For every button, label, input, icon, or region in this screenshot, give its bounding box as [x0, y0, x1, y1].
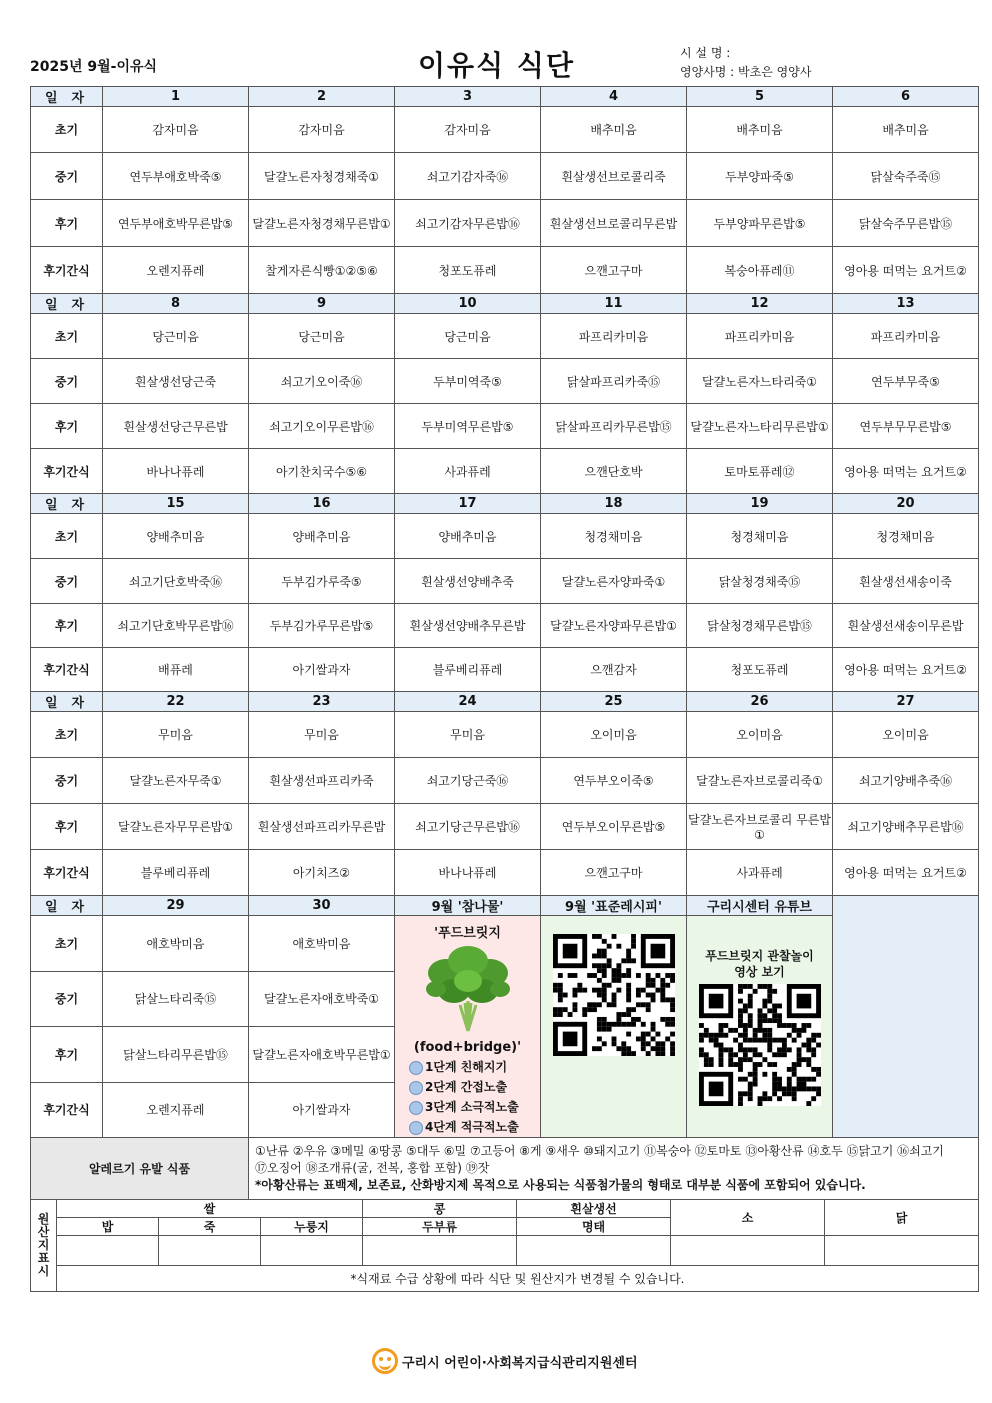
row-label-late: 후기 [31, 604, 103, 648]
menu-cell: 배추미음 [833, 107, 979, 153]
menu-cell: 흰살생선당근무른밥 [103, 404, 249, 449]
day-number: 25 [541, 692, 687, 712]
row-label-snack: 후기간식 [31, 1082, 103, 1138]
menu-cell: 파프리카미음 [541, 314, 687, 359]
late-row [31, 404, 979, 449]
origin-chicken-header: 닭 [825, 1200, 979, 1236]
row-label-late: 후기 [31, 404, 103, 449]
row-label-middle: 중기 [31, 359, 103, 404]
row-label-late: 후기 [31, 200, 103, 247]
row-label-late: 후기 [31, 804, 103, 850]
menu-cell: 배추미음 [687, 107, 833, 153]
standard-recipe-header: 9월 '표준레시피' [541, 896, 687, 916]
menu-cell: 두부김가루무른밥⑤ [249, 604, 395, 648]
early-row [31, 514, 979, 559]
menu-cell: 쇠고기단호박죽⑯ [103, 559, 249, 604]
day-number: 2 [249, 87, 395, 107]
origin-sub-juk: 죽 [159, 1218, 261, 1236]
origin-beef-header: 소 [671, 1200, 825, 1236]
row-label-early: 초기 [31, 107, 103, 153]
allergy-label: 알레르기 유발 식품 [31, 1138, 249, 1200]
menu-cell: 으깬고구마 [541, 247, 687, 294]
day-number: 19 [687, 494, 833, 514]
row-label-early: 초기 [31, 314, 103, 359]
row-label-early: 초기 [31, 916, 103, 972]
menu-cell: 청경채미음 [541, 514, 687, 559]
allergy-list: ①난류 ②우유 ③메밀 ④땅콩 ⑤대두 ⑥밀 ⑦고등어 ⑧게 ⑨새우 ⑩돼지고기 ⑪복숭아 ⑫토마토 ⑬아황산류 ⑭호두 ⑮닭고기 ⑯쇠고기 ⑰오징어 ⑱조개류(굴, 전복, 홍합 포함) ⑲잣 *아황산류는 표백제, 보존료, 산화방지제 목적으로 사용되는 식품첨가물의 형태로 대부분 식품에 포함되어 있습니다. [249, 1138, 979, 1200]
row-label-early: 초기 [31, 712, 103, 758]
day-label: 일자 [31, 87, 103, 107]
chamnamul-illustration-icon [418, 943, 518, 1033]
menu-cell: 두부미역무른밥⑤ [395, 404, 541, 449]
day-number: 17 [395, 494, 541, 514]
menu-cell: 찰게자른식빵①②⑤⑥ [249, 247, 395, 294]
menu-cell: 양배추미음 [249, 514, 395, 559]
menu-cell: 양배추미음 [395, 514, 541, 559]
menu-cell: 흰살생선파프리카죽 [249, 758, 395, 804]
menu-cell: 흰살생선브로콜리무른밥 [541, 200, 687, 247]
day-number: 18 [541, 494, 687, 514]
origin-sub-bap: 밥 [57, 1218, 159, 1236]
menu-subtitle: 2025년 9월-이유식 [30, 59, 158, 75]
menu-cell: 아기쌀과자 [249, 648, 395, 692]
menu-cell: 달걀노른자청경채무른밥① [249, 200, 395, 247]
snack-row [31, 247, 979, 294]
menu-cell: 무미음 [395, 712, 541, 758]
menu-cell: 감자미음 [395, 107, 541, 153]
menu-cell: 청포도퓨레 [395, 247, 541, 294]
day-number: 30 [249, 896, 395, 916]
menu-cell: 두부미역죽⑤ [395, 359, 541, 404]
day-number: 20 [833, 494, 979, 514]
menu-cell: 달걀노른자청경채죽① [249, 153, 395, 200]
menu-cell: 오이미음 [541, 712, 687, 758]
origin-value-cell [517, 1236, 671, 1266]
dietitian-name: 영양사명 : 박초은 영양사 [680, 65, 812, 79]
origin-label: 원 산 지 표 시 [31, 1200, 57, 1292]
menu-cell: 달걀노른자무죽① [103, 758, 249, 804]
row-label-snack: 후기간식 [31, 247, 103, 294]
menu-cell: 쇠고기당근죽⑯ [395, 758, 541, 804]
menu-cell: 사과퓨레 [395, 449, 541, 494]
youtube-qr-code-icon[interactable] [699, 984, 821, 1106]
facility-info [680, 44, 811, 82]
menu-cell: 오렌지퓨레 [103, 247, 249, 294]
snack-row [31, 850, 979, 896]
footer [372, 1346, 638, 1376]
day-number: 15 [103, 494, 249, 514]
menu-cell: 쇠고기감자죽⑯ [395, 153, 541, 200]
menu-cell: 두부양파무른밥⑤ [687, 200, 833, 247]
origin-sub-nurungji: 누룽지 [261, 1218, 363, 1236]
origin-value-cell [261, 1236, 363, 1266]
menu-cell: 두부김가루죽⑤ [249, 559, 395, 604]
youtube-panel [687, 916, 833, 1138]
menu-cell: 블루베리퓨레 [395, 648, 541, 692]
meal-plan-table [30, 86, 979, 1200]
menu-cell: 달걀노른자애호박무른밥① [249, 1027, 395, 1083]
menu-cell: 청포도퓨레 [687, 648, 833, 692]
youtube-header: 구리시센터 유튜브 [687, 896, 833, 916]
menu-cell: 흰살생선양배추죽 [395, 559, 541, 604]
row-label-middle: 중기 [31, 559, 103, 604]
menu-cell: 달걀노른자양파죽① [541, 559, 687, 604]
step-bullet-icon [409, 1061, 423, 1075]
menu-cell: 무미음 [249, 712, 395, 758]
menu-cell: 닭살파프리카무른밥⑮ [541, 404, 687, 449]
menu-cell: 블루베리퓨레 [103, 850, 249, 896]
day-number: 11 [541, 294, 687, 314]
page-header [30, 42, 978, 86]
row-label-late: 후기 [31, 1027, 103, 1083]
menu-cell: 닭살숙주무른밥⑮ [833, 200, 979, 247]
row-label-middle: 중기 [31, 758, 103, 804]
menu-cell: 닭살청경채무른밥⑮ [687, 604, 833, 648]
day-number: 29 [103, 896, 249, 916]
menu-cell: 당근미음 [103, 314, 249, 359]
menu-cell: 쇠고기단호박무른밥⑯ [103, 604, 249, 648]
menu-cell: 토마토퓨레⑫ [687, 449, 833, 494]
menu-cell: 흰살생선당근죽 [103, 359, 249, 404]
day-number: 16 [249, 494, 395, 514]
monthly-ingredient-header: 9월 '참나물' [395, 896, 541, 916]
step-bullet-icon [409, 1121, 423, 1135]
food-bridge-subtitle: (food+bridge)' [413, 1040, 522, 1055]
allergy-row [31, 1138, 979, 1200]
middle-row [31, 359, 979, 404]
origin-note: *식재료 수급 상황에 따라 식단 및 원산지가 변경될 수 있습니다. [57, 1266, 979, 1292]
day-row [31, 494, 979, 514]
food-bridge-panel [395, 916, 541, 1138]
origin-sub-pollock: 명태 [517, 1218, 671, 1236]
step-item: 1단계 친해지기 [409, 1057, 540, 1077]
menu-cell: 아기쌀과자 [249, 1082, 395, 1138]
menu-cell: 영아용 떠먹는 요거트② [833, 449, 979, 494]
youtube-text: 푸드브릿지 관찰놀이 영상 보기 [705, 949, 814, 979]
menu-cell: 두부양파죽⑤ [687, 153, 833, 200]
empty-cell [833, 896, 979, 1138]
row-label-snack: 후기간식 [31, 449, 103, 494]
organization-name: 구리시 어린이·사회복지급식관리지원센터 [402, 1355, 638, 1371]
origin-rice-header: 쌀 [57, 1200, 363, 1218]
menu-cell: 아기찬치국수⑤⑥ [249, 449, 395, 494]
row-label-early: 초기 [31, 514, 103, 559]
day-number: 26 [687, 692, 833, 712]
menu-cell: 오렌지퓨레 [103, 1082, 249, 1138]
menu-cell: 흰살생선새송이무른밥 [833, 604, 979, 648]
menu-cell: 쇠고기당근무른밥⑯ [395, 804, 541, 850]
menu-cell: 연두부오이무른밥⑤ [541, 804, 687, 850]
menu-cell: 사과퓨레 [687, 850, 833, 896]
origin-fish-header: 흰살생선 [517, 1200, 671, 1218]
menu-cell: 흰살생선새송이죽 [833, 559, 979, 604]
day-label: 일자 [31, 494, 103, 514]
menu-cell: 닭살청경채죽⑮ [687, 559, 833, 604]
day-row [31, 87, 979, 107]
row-label-snack: 후기간식 [31, 648, 103, 692]
early-row [31, 314, 979, 359]
early-row [31, 107, 979, 153]
menu-cell: 영아용 떠먹는 요거트② [833, 247, 979, 294]
menu-cell: 바나나퓨레 [103, 449, 249, 494]
menu-cell: 애호박미음 [103, 916, 249, 972]
day-number: 1 [103, 87, 249, 107]
day-number: 27 [833, 692, 979, 712]
menu-cell: 당근미음 [249, 314, 395, 359]
row-label-middle: 중기 [31, 971, 103, 1027]
step-item: 4단계 적극적노출 [409, 1117, 540, 1137]
menu-cell: 바나나퓨레 [395, 850, 541, 896]
late-row [31, 604, 979, 648]
menu-cell: 청경채미음 [687, 514, 833, 559]
menu-cell: 영아용 떠먹는 요거트② [833, 648, 979, 692]
snack-row [31, 449, 979, 494]
day-label: 일자 [31, 896, 103, 916]
allergy-note: *아황산류는 표백제, 보존료, 산화방지제 목적으로 사용되는 식품첨가물의 형태로 대부분 식품에 포함되어 있습니다. [255, 1178, 866, 1192]
facility-name-label: 시 설 명 : [680, 46, 731, 60]
food-bridge-steps [395, 1057, 540, 1137]
origin-sub-tofu: 두부류 [363, 1218, 517, 1236]
food-bridge-title: '푸드브릿지 [434, 926, 501, 941]
menu-cell: 청경채미음 [833, 514, 979, 559]
step-bullet-icon [409, 1101, 423, 1115]
menu-cell: 달걀노른자느타리죽① [687, 359, 833, 404]
day-number: 9 [249, 294, 395, 314]
day-number: 13 [833, 294, 979, 314]
day-number: 24 [395, 692, 541, 712]
menu-cell: 달걀노른자무무른밥① [103, 804, 249, 850]
menu-cell: 쇠고기오이무른밥⑯ [249, 404, 395, 449]
menu-cell: 연두부애호박무른밥⑤ [103, 200, 249, 247]
origin-value-cell [363, 1236, 517, 1266]
middle-row [31, 153, 979, 200]
day-number: 8 [103, 294, 249, 314]
menu-cell: 달걀노른자양파무른밥① [541, 604, 687, 648]
menu-cell: 달걀노른자브로콜리 무른밥① [687, 804, 833, 850]
menu-cell: 무미음 [103, 712, 249, 758]
day-number: 4 [541, 87, 687, 107]
menu-cell: 쇠고기감자무른밥⑯ [395, 200, 541, 247]
row-label-middle: 중기 [31, 153, 103, 200]
menu-cell: 닭살느타리죽⑮ [103, 971, 249, 1027]
menu-cell: 흰살생선브로콜리죽 [541, 153, 687, 200]
origin-table [30, 1199, 979, 1292]
menu-cell: 파프리카미음 [687, 314, 833, 359]
day-number: 23 [249, 692, 395, 712]
middle-row [31, 559, 979, 604]
menu-cell: 감자미음 [103, 107, 249, 153]
menu-cell: 달걀노른자느타리무른밥① [687, 404, 833, 449]
day-number: 10 [395, 294, 541, 314]
day-number: 3 [395, 87, 541, 107]
recipe-qr-code-icon[interactable] [553, 934, 675, 1056]
menu-cell: 닭살숙주죽⑮ [833, 153, 979, 200]
day-number: 22 [103, 692, 249, 712]
day-row [31, 896, 979, 916]
menu-cell: 배퓨레 [103, 648, 249, 692]
step-bullet-icon [409, 1081, 423, 1095]
standard-recipe-panel [541, 916, 687, 1138]
origin-value-cell [57, 1236, 159, 1266]
origin-value-cell [159, 1236, 261, 1266]
day-number: 5 [687, 87, 833, 107]
menu-cell: 으깬단호박 [541, 449, 687, 494]
menu-cell: 연두부무죽⑤ [833, 359, 979, 404]
menu-cell: 파프리카미음 [833, 314, 979, 359]
menu-cell: 양배추미음 [103, 514, 249, 559]
page-title: 이유식 식단 [418, 49, 575, 82]
day-number: 12 [687, 294, 833, 314]
middle-row [31, 758, 979, 804]
late-row [31, 200, 979, 247]
step-item: 2단계 간접노출 [409, 1077, 540, 1097]
day-label: 일자 [31, 294, 103, 314]
menu-cell: 쇠고기양배추죽⑯ [833, 758, 979, 804]
step-item: 3단계 소극적노출 [409, 1097, 540, 1117]
menu-cell: 당근미음 [395, 314, 541, 359]
origin-bean-header: 콩 [363, 1200, 517, 1218]
early-row [31, 712, 979, 758]
late-row [31, 804, 979, 850]
origin-value-cell [825, 1236, 979, 1266]
day-row [31, 692, 979, 712]
day-label: 일자 [31, 692, 103, 712]
origin-value-cell [671, 1236, 825, 1266]
menu-cell: 영아용 떠먹는 요거트② [833, 850, 979, 896]
menu-cell: 닭살느타리무른밥⑮ [103, 1027, 249, 1083]
snack-row [31, 648, 979, 692]
menu-cell: 달걀노른자애호박죽① [249, 971, 395, 1027]
menu-cell: 달걀노른자브로콜리죽① [687, 758, 833, 804]
menu-cell: 연두부애호박죽⑤ [103, 153, 249, 200]
menu-cell: 오이미음 [833, 712, 979, 758]
menu-cell: 연두부오이죽⑤ [541, 758, 687, 804]
menu-cell: 흰살생선파프리카무른밥 [249, 804, 395, 850]
row-label-snack: 후기간식 [31, 850, 103, 896]
menu-cell: 애호박미음 [249, 916, 395, 972]
smiley-logo-icon [372, 1348, 398, 1374]
menu-cell: 쇠고기오이죽⑯ [249, 359, 395, 404]
menu-cell: 감자미음 [249, 107, 395, 153]
menu-cell: 오이미음 [687, 712, 833, 758]
menu-cell: 복숭아퓨레⑪ [687, 247, 833, 294]
menu-cell: 배추미음 [541, 107, 687, 153]
menu-cell: 쇠고기양배추무른밥⑯ [833, 804, 979, 850]
day-number: 6 [833, 87, 979, 107]
menu-cell: 으깬감자 [541, 648, 687, 692]
menu-cell: 아기치즈② [249, 850, 395, 896]
menu-cell: 으깬고구마 [541, 850, 687, 896]
menu-cell: 흰살생선양배추무른밥 [395, 604, 541, 648]
menu-cell: 닭살파프리카죽⑮ [541, 359, 687, 404]
menu-cell: 연두부무무른밥⑤ [833, 404, 979, 449]
day-row [31, 294, 979, 314]
